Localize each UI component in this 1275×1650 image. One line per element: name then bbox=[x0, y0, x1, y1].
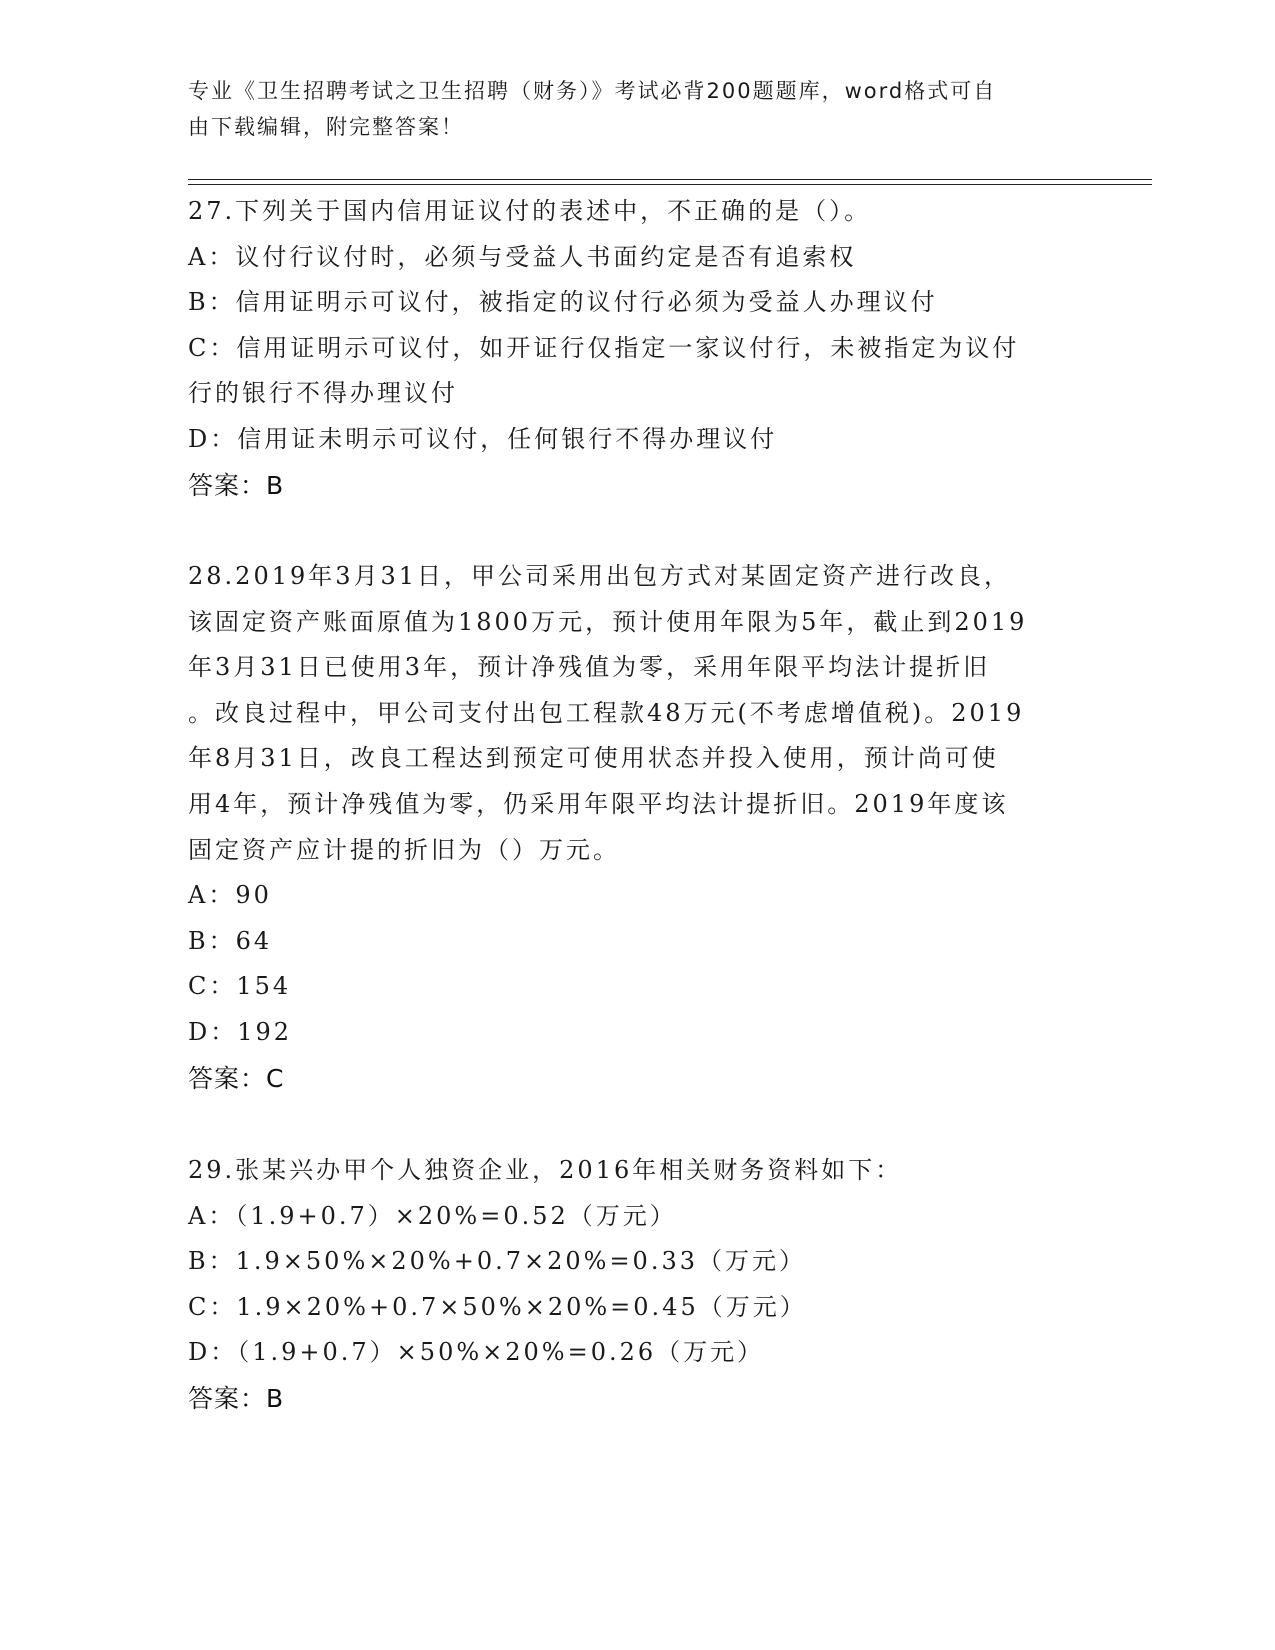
header-line-1: 专业《卫生招聘考试之卫生招聘（财务）》考试必背200题题库，word格式可自 bbox=[188, 79, 997, 103]
option-c: C：1.9×20%+0.7×50%×20%=0.45（万元） bbox=[188, 1292, 807, 1321]
option-d: D：（1.9+0.7）×50%×20%=0.26（万元） bbox=[188, 1338, 765, 1367]
option-c: C：信用证明示可议付，如开证行仅指定一家议付行，未被指定为议付 bbox=[188, 333, 1020, 362]
question-stem-line: 年8月31日，改良工程达到预定可使用状态并投入使用，预计尚可使 bbox=[188, 744, 999, 773]
question-29 bbox=[188, 1148, 1088, 1422]
option-a: A：议付行议付时，必须与受益人书面约定是否有追索权 bbox=[188, 242, 857, 271]
option-b: B：1.9×50%×20%+0.7×20%=0.33（万元） bbox=[188, 1247, 806, 1276]
option-c-continued: 行的银行不得办理议付 bbox=[188, 379, 458, 408]
question-stem-line: 固定资产应计提的折旧为（）万元。 bbox=[188, 835, 620, 864]
option-d: D：192 bbox=[188, 1017, 293, 1046]
option-b: B：64 bbox=[188, 926, 273, 955]
answer-label: 答案：B bbox=[188, 470, 285, 500]
option-b: B：信用证明示可议付，被指定的议付行必须为受益人办理议付 bbox=[188, 288, 938, 317]
option-a: A：（1.9+0.7）×20%=0.52（万元） bbox=[188, 1201, 677, 1230]
option-a: A：90 bbox=[188, 881, 272, 910]
header-line-2: 由下载编辑，附完整答案！ bbox=[188, 115, 464, 139]
question-stem-line: 28.2019年3月31日，甲公司采用出包方式对某固定资产进行改良， bbox=[188, 562, 1012, 590]
option-c: C：154 bbox=[188, 972, 292, 1001]
answer-label: 答案：C bbox=[188, 1063, 285, 1093]
question-stem-line: 29.张某兴办甲个人独资企业，2016年相关财务资料如下： bbox=[188, 1156, 903, 1184]
question-stem-line: 27.下列关于国内信用证议付的表述中，不正确的是（）。 bbox=[188, 197, 872, 225]
option-d: D：信用证未明示可议付，任何银行不得办理议付 bbox=[188, 424, 778, 453]
document-header bbox=[188, 73, 1068, 145]
header-rule-bottom bbox=[188, 184, 1152, 185]
question-stem-line: 。改良过程中，甲公司支付出包工程款48万元(不考虑增值税)。2019 bbox=[188, 698, 1025, 727]
header-rule-top bbox=[188, 179, 1152, 180]
question-stem-line: 年3月31日已使用3年，预计净残值为零，采用年限平均法计提折旧 bbox=[188, 653, 991, 682]
question-28 bbox=[188, 554, 1088, 1101]
question-stem-line: 用4年，预计净残值为零，仍采用年限平均法计提折旧。2019年度该 bbox=[188, 789, 1009, 818]
question-27 bbox=[188, 189, 1088, 508]
answer-label: 答案：B bbox=[188, 1383, 285, 1413]
question-stem-line: 该固定资产账面原值为1800万元，预计使用年限为5年，截止到2019 bbox=[188, 607, 1028, 636]
